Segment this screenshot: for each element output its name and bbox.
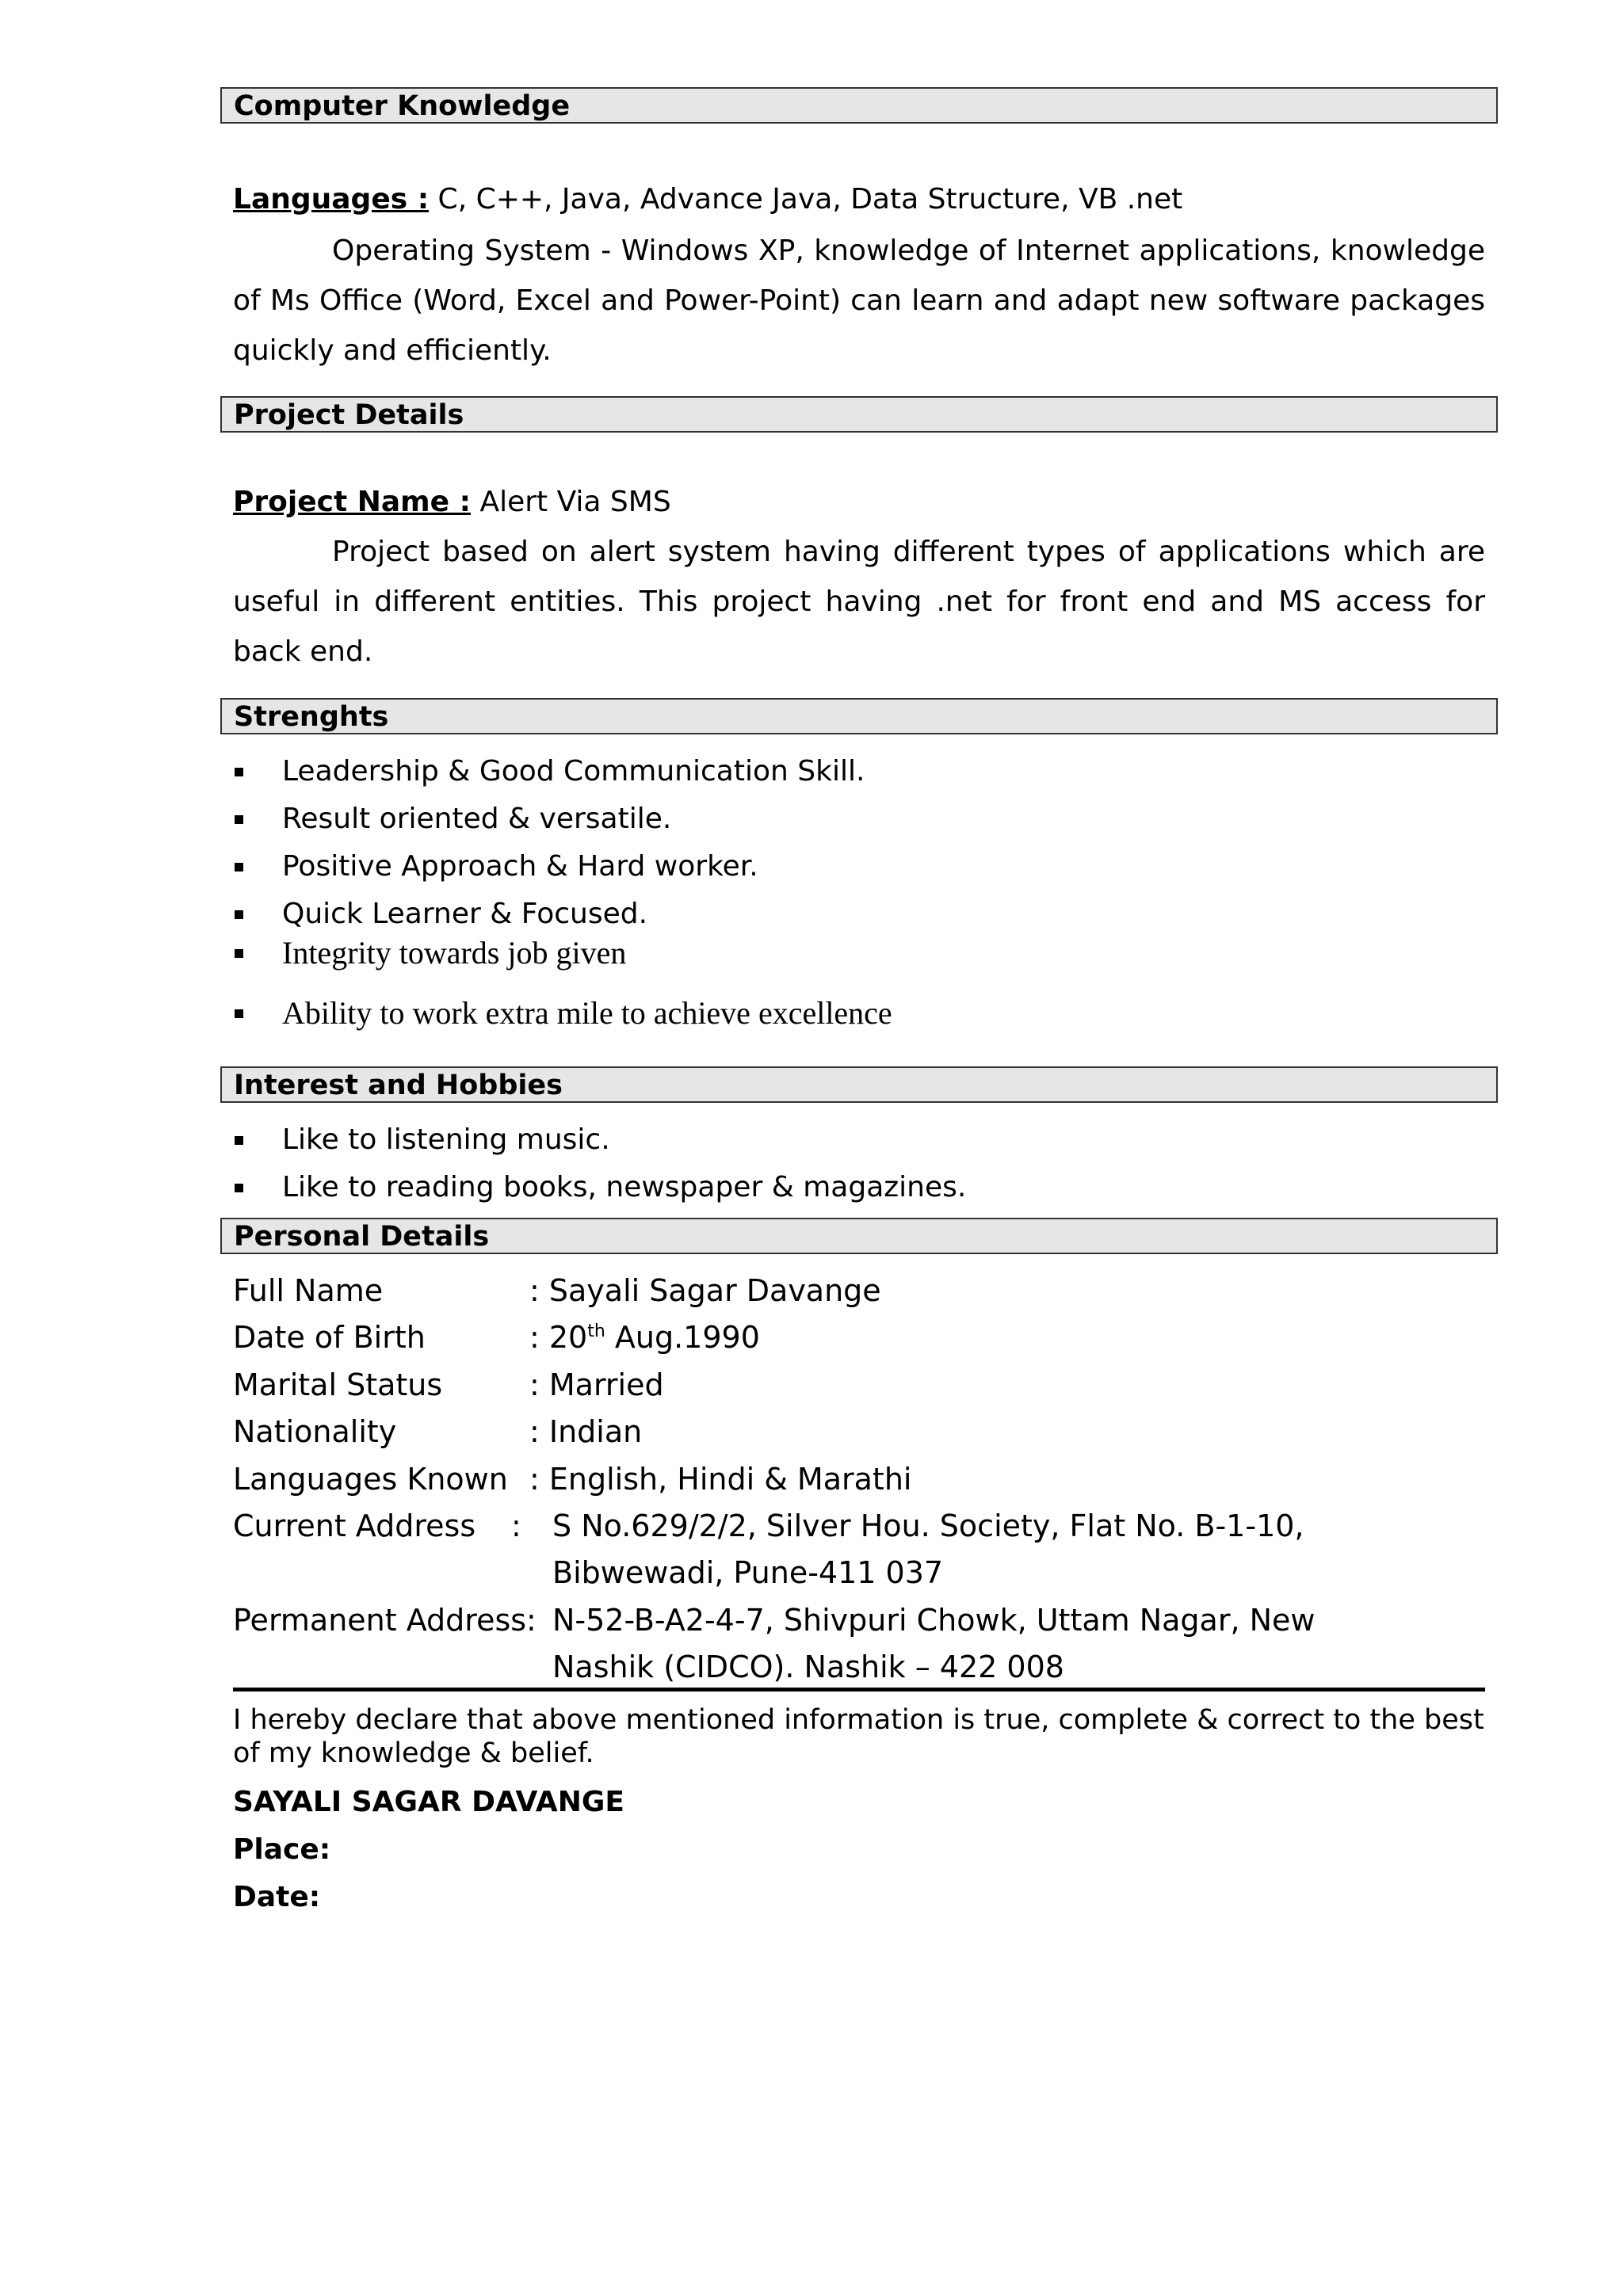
section-project-details [220, 396, 1498, 433]
list-item: Leadership & Good Communication Skill. [282, 755, 865, 788]
current-address-line2: Bibwewadi, Pune-411 037 [552, 1555, 944, 1590]
list-item: Integrity towards job given [282, 935, 627, 971]
marital-status-value: : Married [529, 1367, 664, 1402]
bullet-icon [235, 910, 243, 919]
section-computer-knowledge [220, 87, 1498, 124]
dob-label: Date of Birth [233, 1320, 426, 1355]
section-title: Strenghts [234, 701, 389, 733]
section-hobbies [220, 1066, 1498, 1103]
section-title: Interest and Hobbies [234, 1070, 563, 1101]
date-label: Date: [233, 1881, 321, 1913]
current-address-colon: : [511, 1508, 521, 1543]
current-address-line1: S No.629/2/2, Silver Hou. Society, Flat No. B-1-10, [552, 1508, 1304, 1543]
declaration-line1: I hereby declare that above mentioned information is true, complete & correct to the best [233, 1704, 1484, 1736]
section-title: Project Details [234, 399, 464, 431]
os-paragraph-text: Operating System - Windows XP, knowledge of Internet applications, knowledge of Ms Office (Word, Excel and Power-Point) can learn and adapt new software packages quickly and efficiently. [233, 235, 1485, 367]
divider-rule [233, 1688, 1485, 1691]
list-item: Result oriented & versatile. [282, 803, 672, 835]
project-description-text: Project based on alert system having different types of applications which are useful in different entities. This project having .net for front end and MS access for back end. [233, 536, 1485, 668]
full-name-value: : Sayali Sagar Davange [529, 1273, 881, 1308]
project-name-line [233, 485, 671, 520]
full-name-label: Full Name [233, 1273, 384, 1308]
bullet-icon [235, 1184, 243, 1192]
dob-value: : 20th Aug.1990 [529, 1320, 760, 1355]
list-item: Ability to work extra mile to achieve excellence [282, 995, 892, 1031]
permanent-address-line2: Nashik (CIDCO). Nashik – 422 008 [552, 1650, 1064, 1684]
bullet-icon [235, 768, 243, 776]
languages-label: Languages : [233, 183, 430, 215]
list-item: Quick Learner & Focused. [282, 898, 648, 930]
signature-name: SAYALI SAGAR DAVANGE [233, 1786, 624, 1818]
nationality-label: Nationality [233, 1414, 397, 1449]
bullet-icon [235, 1009, 243, 1018]
languages-line [233, 182, 1182, 217]
bullet-icon [235, 863, 243, 871]
permanent-address-label: Permanent Address: [233, 1603, 537, 1638]
marital-status-label: Marital Status [233, 1367, 443, 1402]
place-label: Place: [233, 1833, 331, 1866]
project-description [233, 527, 1485, 677]
project-name-value: Alert Via SMS [479, 486, 671, 518]
bullet-icon [235, 949, 243, 958]
bullet-icon [235, 815, 243, 824]
list-item: Positive Approach & Hard worker. [282, 850, 758, 883]
section-personal-details [220, 1218, 1498, 1254]
current-address-label: Current Address [233, 1508, 476, 1543]
list-item: Like to listening music. [282, 1123, 610, 1156]
languages-known-label: Languages Known [233, 1462, 508, 1497]
languages-known-value: : English, Hindi & Marathi [529, 1462, 912, 1497]
project-name-label: Project Name : [233, 486, 471, 518]
declaration-line2: of my knowledge & belief. [233, 1737, 594, 1769]
languages-value: C, C++, Java, Advance Java, Data Structure, VB .net [429, 183, 1183, 215]
nationality-value: : Indian [529, 1414, 643, 1449]
section-title: Personal Details [234, 1221, 490, 1253]
section-title: Computer Knowledge [234, 90, 571, 122]
permanent-address-line1: N-52-B-A2-4-7, Shivpuri Chowk, Uttam Nagar, New [552, 1603, 1316, 1638]
section-strengths [220, 698, 1498, 734]
list-item: Like to reading books, newspaper & magazines. [282, 1171, 967, 1203]
os-paragraph [233, 226, 1485, 376]
bullet-icon [235, 1136, 243, 1145]
